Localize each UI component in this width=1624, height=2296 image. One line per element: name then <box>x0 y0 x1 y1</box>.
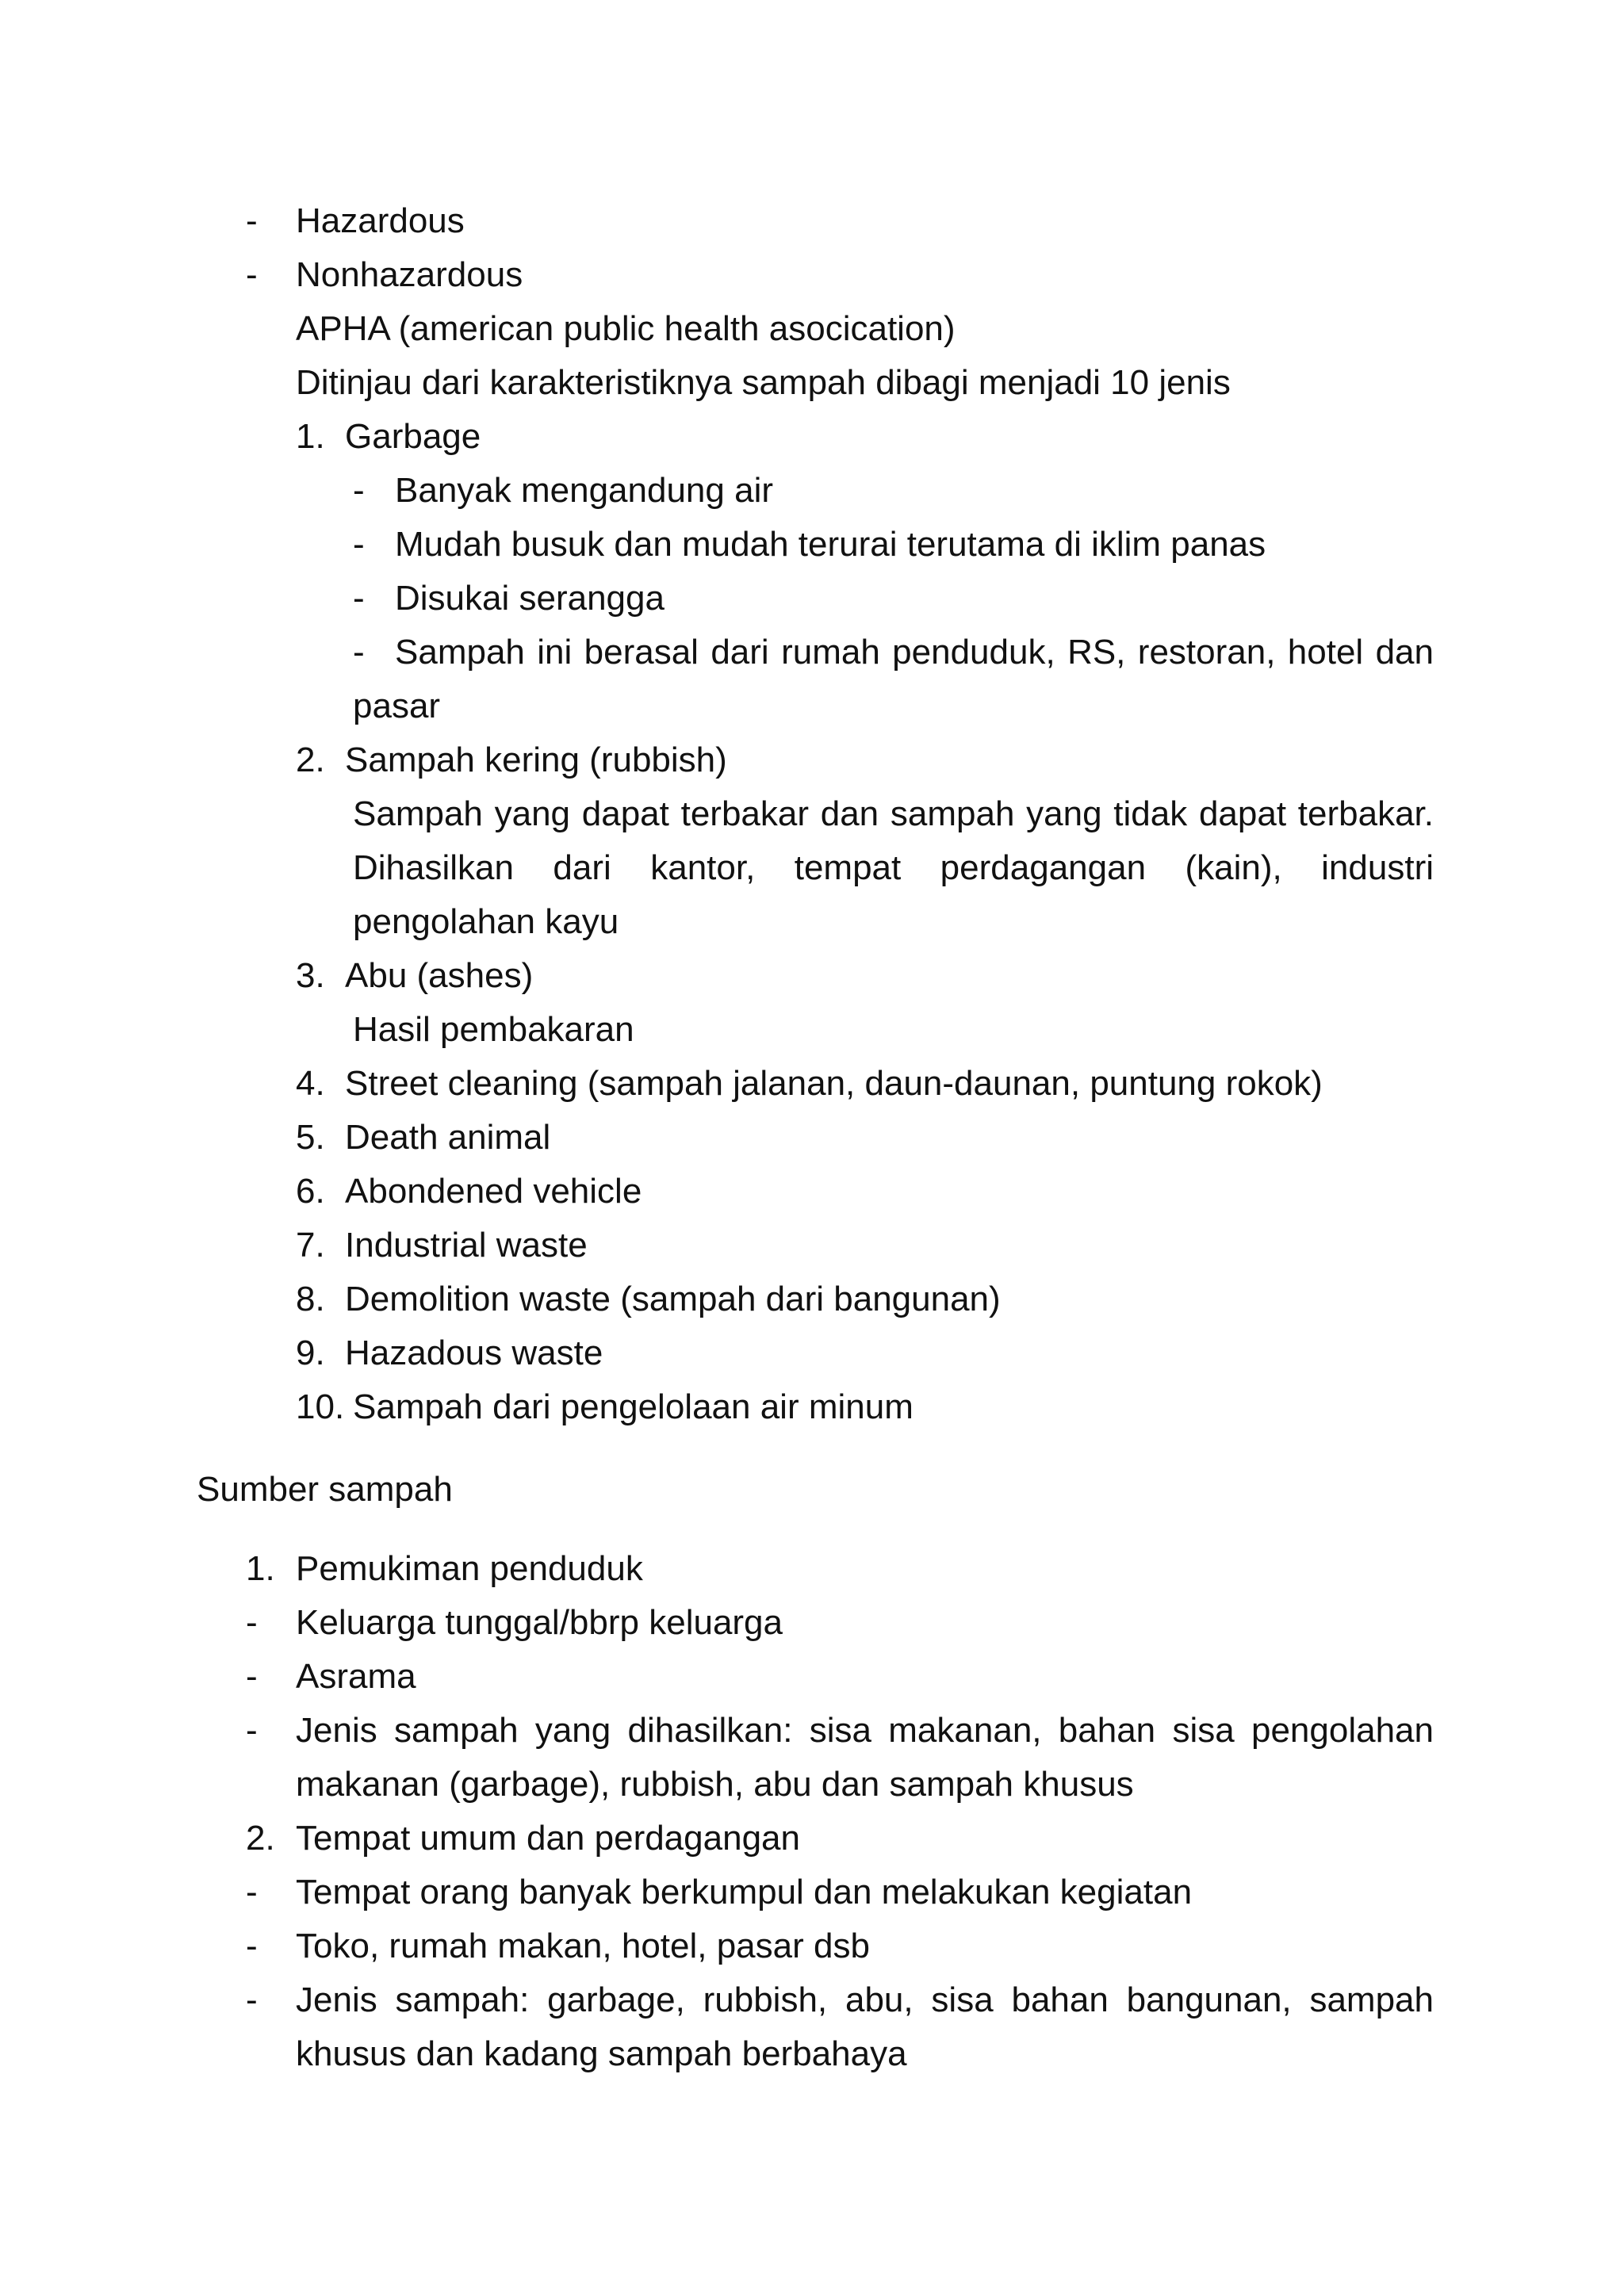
bullet-marker: - <box>353 633 365 672</box>
type-number: 1. <box>296 417 325 456</box>
type-number: 4. <box>296 1064 325 1103</box>
bullet-continuation: makanan (garbage), rubbish, abu dan sampah khusus <box>296 1765 1134 1804</box>
bullet-marker: - <box>246 1657 258 1696</box>
bullet-marker: - <box>246 1711 258 1750</box>
type-number: 2. <box>296 740 325 779</box>
bullet-text: Mudah busuk dan mudah terurai terutama di iklim panas <box>395 525 1266 564</box>
type-number: 9. <box>296 1334 325 1372</box>
bullet-marker: - <box>246 1980 258 2019</box>
type-title: Death animal <box>345 1118 551 1157</box>
bullet-text: Jenis sampah yang dihasilkan: sisa makanan, bahan sisa pengolahan <box>296 1711 1434 1750</box>
type-number: 3. <box>296 956 325 995</box>
type-title: Industrial waste <box>345 1226 588 1265</box>
bullet-marker: - <box>246 255 258 294</box>
apha-line: APHA (american public health asocication) <box>296 309 956 348</box>
type-title: Sampah dari pengelolaan air minum <box>353 1387 914 1426</box>
type-description: Sampah yang dapat terbakar dan sampah yang tidak dapat terbakar. <box>353 794 1434 833</box>
source-number: 2. <box>246 1819 275 1858</box>
bullet-text: Hazardous <box>296 201 465 240</box>
source-number: 1. <box>246 1549 275 1588</box>
type-description: Hasil pembakaran <box>353 1010 634 1049</box>
type-number: 10. <box>296 1387 345 1426</box>
bullet-text: Asrama <box>296 1657 416 1696</box>
bullet-text: Jenis sampah: garbage, rubbish, abu, sisa bahan bangunan, sampah <box>296 1980 1434 2019</box>
bullet-marker: - <box>246 201 258 240</box>
type-title: Street cleaning (sampah jalanan, daun-daunan, puntung rokok) <box>345 1064 1323 1103</box>
bullet-marker: - <box>353 525 365 564</box>
type-number: 8. <box>296 1280 325 1318</box>
type-description: Dihasilkan dari kantor, tempat perdagangan (kain), industri <box>353 848 1434 887</box>
type-number: 5. <box>296 1118 325 1157</box>
type-description: pengolahan kayu <box>353 902 619 941</box>
bullet-marker: - <box>246 1927 258 1965</box>
source-title: Pemukiman penduduk <box>296 1549 643 1588</box>
bullet-marker: - <box>246 1873 258 1911</box>
bullet-marker: - <box>246 1603 258 1642</box>
bullet-text: Banyak mengandung air <box>395 471 773 510</box>
type-number: 6. <box>296 1172 325 1211</box>
source-title: Tempat umum dan perdagangan <box>296 1819 800 1858</box>
type-title: Abondened vehicle <box>345 1172 642 1211</box>
type-title: Garbage <box>345 417 481 456</box>
type-title: Hazadous waste <box>345 1334 603 1372</box>
bullet-continuation: khusus dan kadang sampah berbahaya <box>296 2034 907 2073</box>
section-heading: Sumber sampah <box>197 1470 453 1509</box>
bullet-marker: - <box>353 579 365 618</box>
type-title: Sampah kering (rubbish) <box>345 740 727 779</box>
bullet-text: Keluarga tunggal/bbrp keluarga <box>296 1603 783 1642</box>
type-number: 7. <box>296 1226 325 1265</box>
bullet-marker: - <box>353 471 365 510</box>
bullet-text: Disukai serangga <box>395 579 665 618</box>
bullet-continuation: pasar <box>353 687 441 725</box>
bullet-text: Nonhazardous <box>296 255 523 294</box>
intro-line: Ditinjau dari karakteristiknya sampah dibagi menjadi 10 jenis <box>296 363 1231 402</box>
bullet-text: Toko, rumah makan, hotel, pasar dsb <box>296 1927 870 1965</box>
type-title: Demolition waste (sampah dari bangunan) <box>345 1280 1001 1318</box>
type-title: Abu (ashes) <box>345 956 534 995</box>
bullet-text: Tempat orang banyak berkumpul dan melakukan kegiatan <box>296 1873 1193 1911</box>
bullet-text: Sampah ini berasal dari rumah penduduk, RS, restoran, hotel dan <box>395 633 1434 672</box>
